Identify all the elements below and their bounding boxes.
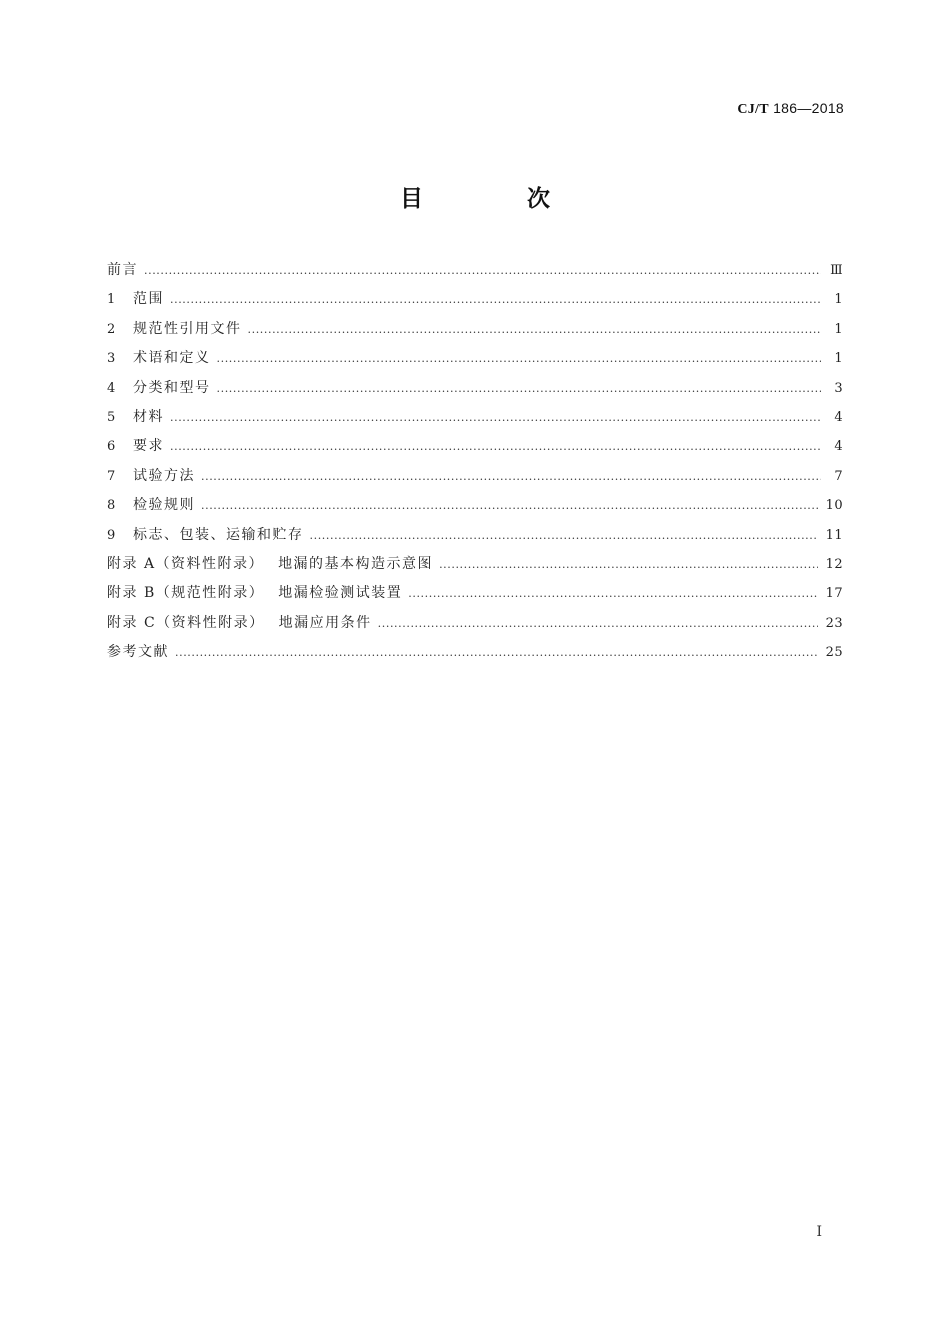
dot-leader <box>170 403 821 432</box>
toc-entry-label: 要求 <box>133 438 164 455</box>
dot-leader <box>378 609 818 638</box>
toc-entry-appendix-c[interactable] <box>107 609 843 638</box>
toc-entry-page: 11 <box>825 527 843 543</box>
toc-entry-number: 3 <box>107 351 116 367</box>
toc-entry-4[interactable] <box>107 374 843 403</box>
toc-entry-7[interactable] <box>107 462 843 491</box>
dot-leader <box>217 374 822 403</box>
toc-entry-number: 5 <box>107 409 116 425</box>
table-of-contents <box>107 256 843 667</box>
toc-heading: 目 次 <box>399 186 598 212</box>
toc-entry-label: 范围 <box>133 291 164 308</box>
dot-leader <box>144 256 821 285</box>
toc-entry-page: 1 <box>834 321 843 337</box>
toc-entry-3[interactable] <box>107 344 843 373</box>
toc-entry-page: 4 <box>834 409 843 425</box>
toc-entry-2[interactable] <box>107 315 843 344</box>
toc-entry-label: 附录 C（资料性附录） <box>107 614 265 631</box>
toc-entry-9[interactable] <box>107 521 843 550</box>
toc-entry-page: 1 <box>834 292 843 308</box>
dot-leader <box>201 462 821 491</box>
toc-entry-page: 17 <box>825 586 843 602</box>
dot-leader <box>170 432 821 461</box>
toc-entry-page: 3 <box>834 380 843 396</box>
toc-entry-page: 23 <box>825 615 843 631</box>
toc-entry-label: 规范性引用文件 <box>133 320 242 337</box>
toc-entry-label: 附录 A（资料性附录） <box>107 555 265 572</box>
dot-leader <box>170 285 821 314</box>
toc-entry-references[interactable] <box>107 638 843 667</box>
toc-entry-number: 2 <box>107 321 116 337</box>
toc-entry-number: 4 <box>107 380 116 396</box>
toc-entry-page: 4 <box>834 439 843 455</box>
toc-entry-label: 参考文献 <box>107 644 169 661</box>
toc-entry-label: 前言 <box>107 261 138 278</box>
toc-entry-label: 标志、包装、运输和贮存 <box>133 526 304 543</box>
standard-prefix: CJ/T <box>737 102 769 117</box>
dot-leader <box>217 344 822 373</box>
dot-leader <box>248 315 822 344</box>
toc-entry-label: 术语和定义 <box>133 350 211 367</box>
toc-entry-label: 检验规则 <box>133 497 195 514</box>
toc-entry-number: 8 <box>107 498 116 514</box>
toc-entry-6[interactable] <box>107 432 843 461</box>
toc-entry-label: 附录 B（规范性附录） <box>107 585 265 602</box>
toc-entry-number: 6 <box>107 439 116 455</box>
toc-entry-page: 1 <box>834 351 843 367</box>
toc-entry-5[interactable] <box>107 403 843 432</box>
toc-entry-number: 1 <box>107 292 116 308</box>
toc-entry-sublabel: 地漏检验测试装置 <box>278 585 403 602</box>
toc-entry-sublabel: 地漏应用条件 <box>278 614 372 631</box>
standard-code <box>737 100 844 118</box>
toc-entry-foreword[interactable] <box>107 256 843 285</box>
page-number: I <box>816 1224 822 1240</box>
toc-entry-label: 分类和型号 <box>133 379 211 396</box>
dot-leader <box>439 550 818 579</box>
toc-entry-label: 试验方法 <box>133 467 195 484</box>
toc-entry-page: Ⅲ <box>830 262 843 278</box>
toc-entry-page: 25 <box>825 645 843 661</box>
toc-entry-appendix-a[interactable] <box>107 550 843 579</box>
dot-leader <box>408 579 817 608</box>
toc-entry-page: 7 <box>834 468 843 484</box>
dot-leader <box>310 521 818 550</box>
toc-entry-appendix-b[interactable] <box>107 579 843 608</box>
toc-entry-1[interactable] <box>107 285 843 314</box>
toc-entry-label: 材料 <box>133 408 164 425</box>
toc-entry-page: 12 <box>825 556 843 572</box>
standard-number: 186—2018 <box>773 100 844 116</box>
toc-entry-number: 7 <box>107 468 116 484</box>
toc-entry-page: 10 <box>825 498 843 514</box>
toc-entry-number: 9 <box>107 527 116 543</box>
dot-leader <box>201 491 818 520</box>
toc-entry-sublabel: 地漏的基本构造示意图 <box>278 555 434 572</box>
toc-entry-8[interactable] <box>107 491 843 520</box>
dot-leader <box>175 638 818 667</box>
